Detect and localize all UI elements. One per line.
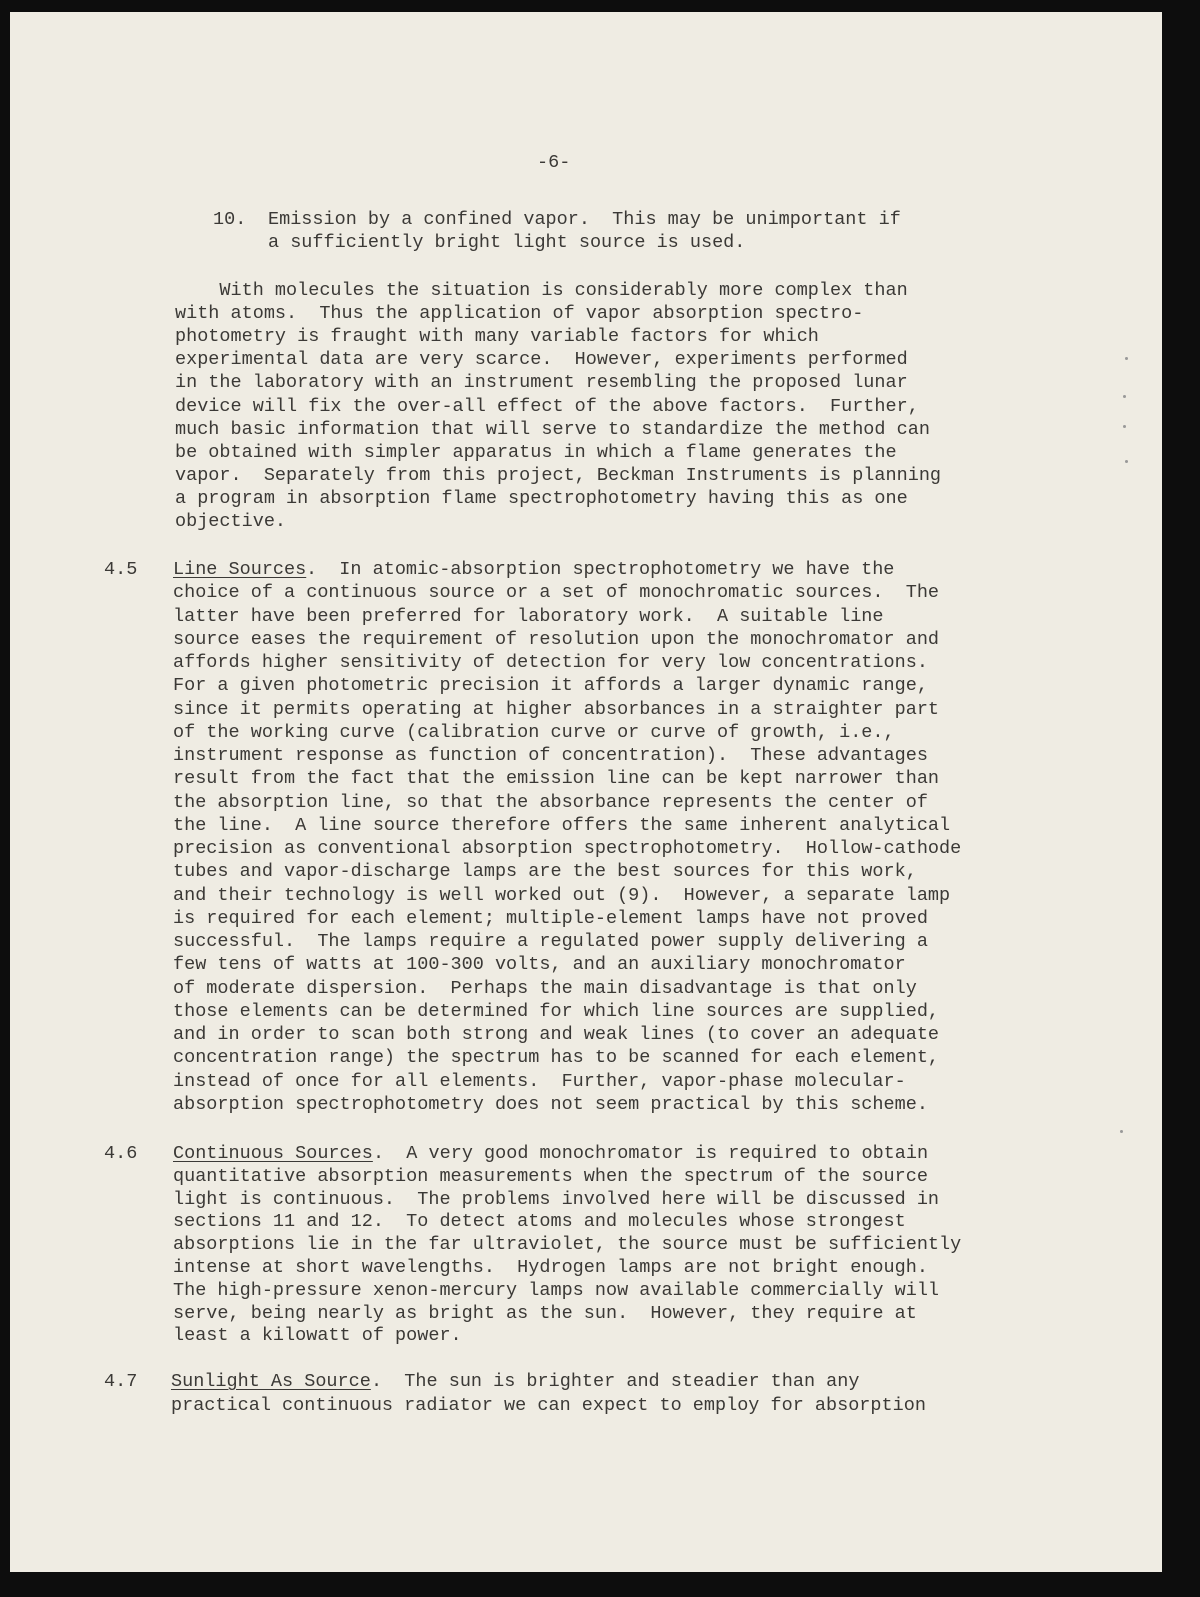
text-line: and their technology is well worked out (9). However, a separate lamp <box>173 884 951 906</box>
section-number: 4.5 <box>104 559 138 580</box>
text-line: . A very good monochromator is required to obtain <box>373 1143 929 1164</box>
page-number: -6- <box>537 152 571 173</box>
text-line: few tens of watts at 100-300 volts, and an auxiliary monochromator <box>173 954 906 976</box>
text-line: With molecules the situation is considerably more complex than <box>175 280 908 301</box>
text-line: practical continuous radiator we can expect to employ for absorption <box>171 1394 926 1416</box>
text-line: vapor. Separately from this project, Beckman Instruments is planning <box>175 464 942 486</box>
text-line: sections 11 and 12. To detect atoms and molecules whose strongest <box>173 1211 906 1233</box>
section-number: 4.6 <box>104 1143 138 1164</box>
text-line: absorption spectrophotometry does not seem practical by this scheme. <box>173 1093 928 1115</box>
text-line: a program in absorption flame spectrophotometry having this as one <box>175 487 908 509</box>
text-line: Emission by a confined vapor. This may be unimportant if <box>268 209 901 230</box>
margin-mark <box>1120 1130 1123 1133</box>
text-line: instead of once for all elements. Further, vapor-phase molecular- <box>173 1070 906 1092</box>
text-line: latter have been preferred for laboratory work. A suitable line <box>173 605 884 627</box>
text-line: of the working curve (calibration curve or curve of growth, i.e., <box>173 721 895 743</box>
text-line: objective. <box>175 511 287 532</box>
text-line: the absorption line, so that the absorbance represents the center of <box>173 791 928 813</box>
text-line: experimental data are very scarce. However, experiments performed <box>175 349 908 371</box>
text-line: result from the fact that the emission line can be kept narrower than <box>173 768 940 790</box>
text-line: is required for each element; multiple-element lamps have not proved <box>173 907 928 929</box>
text-line: The high-pressure xenon-mercury lamps now available commercially will <box>173 1279 940 1301</box>
text-line: successful. The lamps require a regulated power supply delivering a <box>173 931 928 952</box>
text-line: affords higher sensitivity of detection for very low concentrations. <box>173 652 928 673</box>
text-line: device will fix the over-all effect of the above factors. Further, <box>175 395 919 417</box>
text-line: intense at short wavelengths. Hydrogen lamps are not bright enough. <box>173 1257 928 1278</box>
text-line: be obtained with simpler apparatus in which a flame generates the <box>175 441 897 463</box>
text-line: . The sun is brighter and steadier than any <box>371 1371 860 1392</box>
text-line: serve, being nearly as bright as the sun. However, they require at <box>173 1302 917 1324</box>
section-heading: Continuous Sources <box>173 1143 373 1164</box>
text-line: much basic information that will serve to standardize the method can <box>175 418 930 440</box>
text-line: quantitative absorption measurements when the spectrum of the source <box>173 1165 928 1187</box>
text-line: least a kilowatt of power. <box>173 1325 462 1347</box>
text-line: . In atomic-absorption spectrophotometry we have the <box>306 559 895 580</box>
text-line: in the laboratory with an instrument resembling the proposed lunar <box>175 372 908 394</box>
section-heading: Sunlight As Source <box>171 1371 371 1392</box>
text-line: those elements can be determined for which line sources are supplied, <box>173 1000 940 1022</box>
item-number: 10. <box>213 209 247 230</box>
text-line: instrument response as function of concentration). These advantages <box>173 745 928 766</box>
margin-mark <box>1125 357 1128 360</box>
text-line: the line. A line source therefore offers the same inherent analytical <box>173 814 951 836</box>
section-number: 4.7 <box>104 1371 138 1392</box>
document-page <box>10 12 1162 1572</box>
text-line: and in order to scan both strong and weak lines (to cover an adequate <box>173 1024 940 1045</box>
text-line: light is continuous. The problems involved here will be discussed in <box>173 1188 940 1210</box>
text-line: tubes and vapor-discharge lamps are the best sources for this work, <box>173 861 917 883</box>
text-line: a sufficiently bright light source is used. <box>268 232 746 254</box>
text-line: of moderate dispersion. Perhaps the main disadvantage is that only <box>173 977 917 999</box>
margin-mark <box>1125 460 1128 463</box>
text-line: source eases the requirement of resolution upon the monochromator and <box>173 628 940 650</box>
text-line: For a given photometric precision it affords a larger dynamic range, <box>173 675 928 697</box>
text-line: photometry is fraught with many variable factors for which <box>175 326 819 348</box>
section-heading: Line Sources <box>173 559 307 580</box>
text-line: with atoms. Thus the application of vapor absorption spectro- <box>175 303 864 325</box>
text-line: precision as conventional absorption spectrophotometry. Hollow-cathode <box>173 838 962 859</box>
text-line: absorptions lie in the far ultraviolet, the source must be sufficiently <box>173 1234 962 1256</box>
text-line: since it permits operating at higher absorbances in a straighter part <box>173 698 940 720</box>
text-line: choice of a continuous source or a set of monochromatic sources. The <box>173 582 940 604</box>
margin-mark <box>1123 425 1126 428</box>
margin-mark <box>1123 395 1126 398</box>
text-line: concentration range) the spectrum has to be scanned for each element, <box>173 1047 940 1069</box>
